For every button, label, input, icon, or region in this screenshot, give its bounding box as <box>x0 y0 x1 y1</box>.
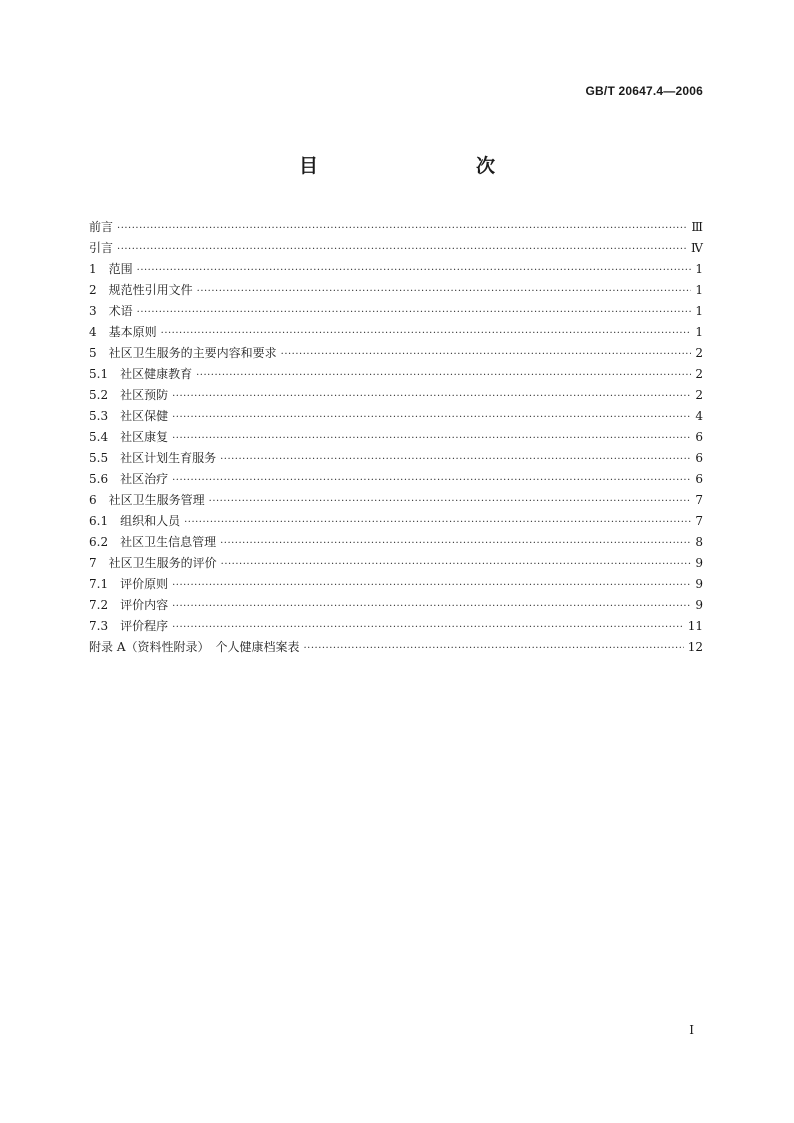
toc-entry-page: 7 <box>695 493 703 507</box>
toc-leader-dots <box>172 386 691 407</box>
toc-entry[interactable] <box>89 448 703 469</box>
toc-leader-dots <box>172 575 691 596</box>
table-of-contents <box>89 217 703 658</box>
toc-entry-page: Ⅳ <box>691 241 703 255</box>
toc-leader-dots <box>197 281 691 302</box>
toc-leader-dots <box>172 470 691 491</box>
toc-leader-dots <box>184 512 691 533</box>
toc-leader-dots <box>172 428 691 449</box>
toc-entry[interactable] <box>89 322 703 343</box>
toc-entry-page: 9 <box>695 577 703 591</box>
toc-entry[interactable] <box>89 511 703 532</box>
toc-entry-label: 7 社区卫生服务的评价 <box>89 556 217 570</box>
toc-entry-page: 1 <box>695 283 703 297</box>
toc-entry[interactable] <box>89 490 703 511</box>
toc-leader-dots <box>196 365 691 386</box>
toc-leader-dots <box>172 617 684 638</box>
toc-entry-page: 4 <box>695 409 703 423</box>
toc-entry-label: 5.2 社区预防 <box>89 388 169 402</box>
toc-entry[interactable] <box>89 238 703 259</box>
toc-entry[interactable] <box>89 637 703 658</box>
toc-leader-dots <box>172 596 691 617</box>
toc-leader-dots <box>221 554 691 575</box>
standard-code: GB/T 20647.4—2006 <box>585 84 703 98</box>
toc-entry-page: 1 <box>695 325 703 339</box>
toc-entry[interactable] <box>89 616 703 637</box>
toc-leader-dots <box>137 302 691 323</box>
toc-entry-page: 6 <box>695 430 703 444</box>
toc-leader-dots <box>220 533 691 554</box>
toc-leader-dots <box>303 638 683 659</box>
toc-entry-label: 6.2 社区卫生信息管理 <box>89 535 217 549</box>
toc-entry-label: 1 范围 <box>89 262 133 276</box>
page-number: I <box>689 1023 694 1037</box>
toc-entry-page: 9 <box>695 556 703 570</box>
toc-entry-page: 7 <box>695 514 703 528</box>
toc-entry-label: 4 基本原则 <box>89 325 157 339</box>
toc-entry[interactable] <box>89 532 703 553</box>
toc-entry-page: 2 <box>695 346 703 360</box>
toc-entry-label: 5.1 社区健康教育 <box>89 367 193 381</box>
toc-entry-label: 5.5 社区计划生育服务 <box>89 451 217 465</box>
toc-entry-label: 7.2 评价内容 <box>89 598 169 612</box>
toc-entry[interactable] <box>89 574 703 595</box>
toc-entry[interactable] <box>89 217 703 238</box>
toc-entry-label: 7.3 评价程序 <box>89 619 169 633</box>
toc-entry-page: 1 <box>695 262 703 276</box>
toc-entry-page: 9 <box>695 598 703 612</box>
toc-entry[interactable] <box>89 469 703 490</box>
toc-leader-dots <box>281 344 691 365</box>
toc-leader-dots <box>172 407 691 428</box>
toc-entry[interactable] <box>89 553 703 574</box>
toc-entry-page: 2 <box>695 388 703 402</box>
toc-entry[interactable] <box>89 427 703 448</box>
toc-entry-label: 前言 <box>89 220 114 234</box>
toc-entry-label: 5.6 社区治疗 <box>89 472 169 486</box>
toc-entry-label: 5.3 社区保健 <box>89 409 169 423</box>
toc-entry-label: 7.1 评价原则 <box>89 577 169 591</box>
toc-leader-dots <box>117 239 687 260</box>
toc-entry-page: 6 <box>695 472 703 486</box>
toc-entry-page: Ⅲ <box>691 220 703 234</box>
toc-leader-dots <box>220 449 691 470</box>
toc-entry-page: 8 <box>695 535 703 549</box>
toc-entry[interactable] <box>89 385 703 406</box>
toc-leader-dots <box>209 491 691 512</box>
toc-entry-label: 3 术语 <box>89 304 133 318</box>
toc-entry-label: 引言 <box>89 241 114 255</box>
toc-entry-label: 附录 A（资料性附录） 个人健康档案表 <box>89 640 300 654</box>
toc-entry[interactable] <box>89 595 703 616</box>
toc-entry[interactable] <box>89 259 703 280</box>
toc-entry[interactable] <box>89 280 703 301</box>
toc-entry-label: 5 社区卫生服务的主要内容和要求 <box>89 346 277 360</box>
toc-entry-page: 2 <box>695 367 703 381</box>
toc-entry-label: 5.4 社区康复 <box>89 430 169 444</box>
toc-entry-page: 6 <box>695 451 703 465</box>
toc-entry[interactable] <box>89 364 703 385</box>
page-title: 目 次 <box>298 155 535 177</box>
toc-entry-label: 6.1 组织和人员 <box>89 514 181 528</box>
toc-entry[interactable] <box>89 343 703 364</box>
toc-leader-dots <box>137 260 691 281</box>
toc-entry-page: 12 <box>687 640 703 654</box>
toc-leader-dots <box>117 218 687 239</box>
toc-entry-page: 11 <box>687 619 703 633</box>
toc-entry[interactable] <box>89 406 703 427</box>
toc-entry-label: 2 规范性引用文件 <box>89 283 193 297</box>
toc-entry[interactable] <box>89 301 703 322</box>
toc-leader-dots <box>161 323 691 344</box>
toc-entry-label: 6 社区卫生服务管理 <box>89 493 205 507</box>
toc-entry-page: 1 <box>695 304 703 318</box>
